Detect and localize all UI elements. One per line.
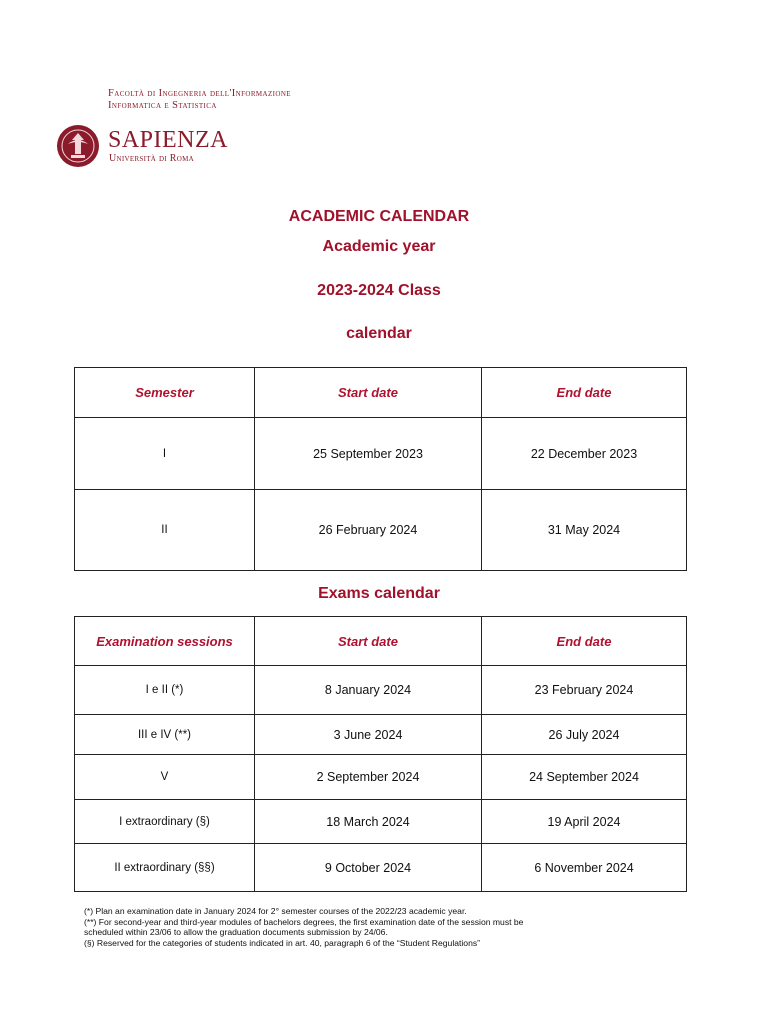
table-row <box>75 800 687 844</box>
end-date-cell: 6 November 2024 <box>482 844 687 892</box>
footnote: scheduled within 23/06 to allow the graduation documents submission by 24/06. <box>84 927 388 938</box>
table-row <box>75 715 687 755</box>
faculty-name-line1: Facoltà di Ingegneria dell'Informazione <box>108 88 291 99</box>
table-row <box>75 755 687 800</box>
session-cell: II extraordinary (§§) <box>75 844 255 892</box>
session-cell: I e II (*) <box>75 666 255 715</box>
column-header-start-date: Start date <box>255 368 482 418</box>
footnote: (*) Plan an examination date in January 2024 for 2° semester courses of the 2022/23 academic year. <box>84 906 467 916</box>
table-row <box>75 418 687 490</box>
class-year-heading: 2023-2024 Class <box>317 282 441 299</box>
footnote: (**) For second-year and third-year modules of bachelors degrees, the first examination date of the session must be <box>84 916 524 927</box>
page-title: ACADEMIC CALENDAR <box>288 208 470 225</box>
calendar-heading: calendar <box>346 325 412 342</box>
column-header-semester: Semester <box>75 368 255 418</box>
sapienza-seal-icon <box>56 124 100 168</box>
end-date-cell: 19 April 2024 <box>482 800 687 844</box>
table-header-row <box>75 368 687 418</box>
table-row <box>75 844 687 892</box>
session-cell: III e IV (**) <box>75 715 255 755</box>
session-cell: I extraordinary (§) <box>75 800 255 844</box>
start-date-cell: 26 February 2024 <box>255 490 482 571</box>
column-header-end-date: End date <box>482 368 687 418</box>
table-header-row <box>75 617 687 666</box>
end-date-cell: 23 February 2024 <box>482 666 687 715</box>
end-date-cell: 26 July 2024 <box>482 715 687 755</box>
column-header-start-date: Start date <box>255 617 482 666</box>
start-date-cell: 2 September 2024 <box>255 755 482 800</box>
start-date-cell: 9 October 2024 <box>255 844 482 892</box>
semester-cell: I <box>75 418 255 490</box>
footnotes <box>84 906 644 948</box>
start-date-cell: 18 March 2024 <box>255 800 482 844</box>
end-date-cell: 24 September 2024 <box>482 755 687 800</box>
brand-subtitle: Università di Roma <box>109 153 194 164</box>
start-date-cell: 25 September 2023 <box>255 418 482 490</box>
start-date-cell: 3 June 2024 <box>255 715 482 755</box>
faculty-name-line2: Informatica e Statistica <box>108 100 217 111</box>
exams-calendar-table <box>74 616 687 892</box>
column-header-examination-sessions: Examination sessions <box>75 617 255 666</box>
brand-name: SAPIENZA <box>108 127 229 153</box>
semester-cell: II <box>75 490 255 571</box>
footnote: (§) Reserved for the categories of students indicated in art. 40, paragraph 6 of the “Student Regulations” <box>84 937 481 948</box>
start-date-cell: 8 January 2024 <box>255 666 482 715</box>
session-cell: V <box>75 755 255 800</box>
column-header-end-date: End date <box>482 617 687 666</box>
end-date-cell: 22 December 2023 <box>482 418 687 490</box>
faculty-logo <box>56 84 326 168</box>
academic-year-heading: Academic year <box>322 238 436 255</box>
table-row <box>75 490 687 571</box>
class-calendar-table <box>74 367 687 571</box>
end-date-cell: 31 May 2024 <box>482 490 687 571</box>
exams-calendar-heading: Exams calendar <box>318 585 440 602</box>
table-row <box>75 666 687 715</box>
